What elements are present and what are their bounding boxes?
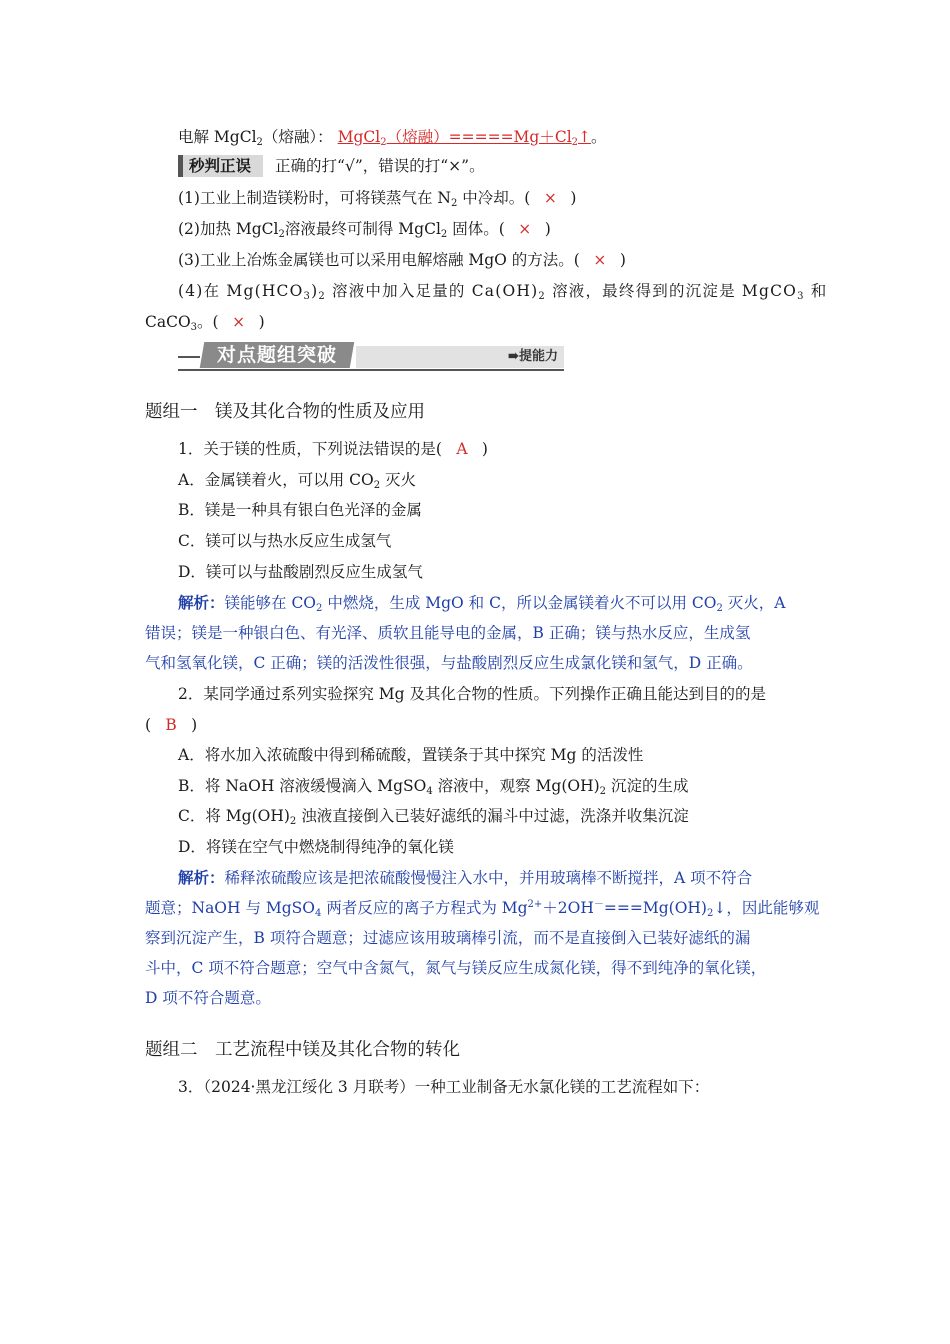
group2-title: 题组二 工艺流程中镁及其化合物的转化 xyxy=(145,1040,460,1060)
q2-option-c: C．将 $Mg(OH)_2$ 浊液直接倒入已装好滤纸的漏斗中过滤，洗涤并收集沉淀 xyxy=(178,807,689,827)
q2-explanation-line2: 题意；NaOH 与 MgSO$_4$ 两者反应的离子方程式为 $Mg^{2+}+2OH^-===Mg(OH)_2↓$，因此能够观 xyxy=(145,899,820,919)
q1-option-b: B．镁是一种具有银白色光泽的金属 xyxy=(178,501,422,519)
judge-answer-mark: × xyxy=(232,313,246,331)
q1-option-d: D．镁可以与盐酸剧烈反应生成氢气 xyxy=(178,563,423,581)
banner-tag-bar xyxy=(356,346,564,368)
q1-answer: A xyxy=(456,440,468,458)
q2-option-d: D．将镁在空气中燃烧制得纯净的氧化镁 xyxy=(178,838,454,856)
q2-stem: 2．某同学通过系列实验探究 Mg 及其化合物的性质。下列操作正确且能达到目的的是 xyxy=(178,685,767,703)
judge-item-4: (4)在 $Mg(HCO_3)_2$ 溶液中加入足量的 $Ca(OH)_2$ 溶液，最终得到的沉淀是 MgCO$_3$ 和 xyxy=(178,282,828,302)
period: 。 xyxy=(591,128,607,146)
judge-item-4-cont: CaCO$_3$。( × ) xyxy=(145,313,265,333)
judge-answer-mark: × xyxy=(593,251,607,269)
q1-explanation-line1: 解析：镁能够在 $CO_2$ 中燃烧，生成 MgO 和 C，所以金属镁着火不可以用 $CO_2$ 灭火，A xyxy=(178,593,786,614)
q2-explanation-line4: 斗中，C 项不符合题意；空气中含氮气，氮气与镁反应生成氮化镁，得不到纯净的氧化镁， xyxy=(145,959,767,977)
q2-explanation-line3: 察到沉淀产生，B 项符合题意；过滤应该用玻璃棒引流，而不是直接倒入已装好滤纸的漏 xyxy=(145,929,751,947)
section-banner xyxy=(178,342,564,372)
judge-item-1: (1)工业上制造镁粉时，可将镁蒸气在 $N_2$ 中冷却。( × ) xyxy=(178,189,577,209)
electrolysis-line xyxy=(178,126,607,148)
q1-option-c: C．镁可以与热水反应生成氢气 xyxy=(178,532,392,550)
q3-stem: 3．（2024·黑龙江绥化 3 月联考）一种工业制备无水氯化镁的工艺流程如下： xyxy=(178,1078,710,1096)
banner-rule-left xyxy=(178,356,200,358)
q2-option-a: A．将水加入浓硫酸中得到稀硫酸，置镁条于其中探究 Mg 的活泼性 xyxy=(178,746,644,764)
q2-explanation-line1: 解析：稀释浓硫酸应该是把浓硫酸慢慢注入水中，并用玻璃棒不断搅拌，A 项不符合 xyxy=(178,868,753,887)
banner-rule xyxy=(178,369,564,371)
electrolysis-label-mid: （熔融）： xyxy=(262,128,333,146)
electrolysis-equation: MgCl$_2$（熔融）$=====Mg+Cl_2↑$ xyxy=(337,128,592,148)
subscript: 2 xyxy=(256,137,263,148)
q1-explanation-line3: 气和氢氧化镁，C 正确；镁的活泼性很强，与盐酸剧烈反应生成氯化镁和氢气，D 正确。 xyxy=(145,654,753,672)
explanation-label: 解析： xyxy=(178,868,225,887)
explanation-label: 解析： xyxy=(178,593,225,612)
q2-answer-line: ( B ) xyxy=(145,716,198,734)
group1-title: 题组一 镁及其化合物的性质及应用 xyxy=(145,402,425,422)
electrolysis-label: 电解 MgCl xyxy=(178,128,257,146)
q1-stem: 1．关于镁的性质，下列说法错误的是( A ) xyxy=(178,440,488,458)
judge-header xyxy=(178,155,485,177)
judge-badge: 秒判正误 xyxy=(178,155,263,177)
banner-title: 对点题组突破 xyxy=(216,344,337,366)
judge-item-3: (3)工业上冶炼金属镁也可以采用电解熔融 MgO 的方法。( × ) xyxy=(178,251,626,269)
judge-item-2: (2)加热 MgCl$_2$溶液最终可制得 MgCl$_2$ 固体。( × ) xyxy=(178,220,551,240)
judge-instruction: 正确的打“√”，错误的打“×”。 xyxy=(275,157,485,175)
banner-title-box xyxy=(200,342,355,368)
judge-answer-mark: × xyxy=(518,220,532,238)
q2-answer: B xyxy=(165,716,177,734)
judge-answer-mark: × xyxy=(543,189,557,207)
q1-option-a: A．金属镁着火，可以用 $CO_2$ 灭火 xyxy=(178,471,417,491)
q2-explanation-line5: D 项不符合题意。 xyxy=(145,989,271,1007)
banner-tag: ➠提能力 xyxy=(508,349,558,364)
q1-explanation-line2: 错误；镁是一种银白色、有光泽、质软且能导电的金属，B 正确；镁与热水反应，生成氢 xyxy=(145,624,751,642)
q2-option-b: B．将 NaOH 溶液缓慢滴入 MgSO$_4$ 溶液中，观察 $Mg(OH)_2$ 沉淀的生成 xyxy=(178,777,689,797)
